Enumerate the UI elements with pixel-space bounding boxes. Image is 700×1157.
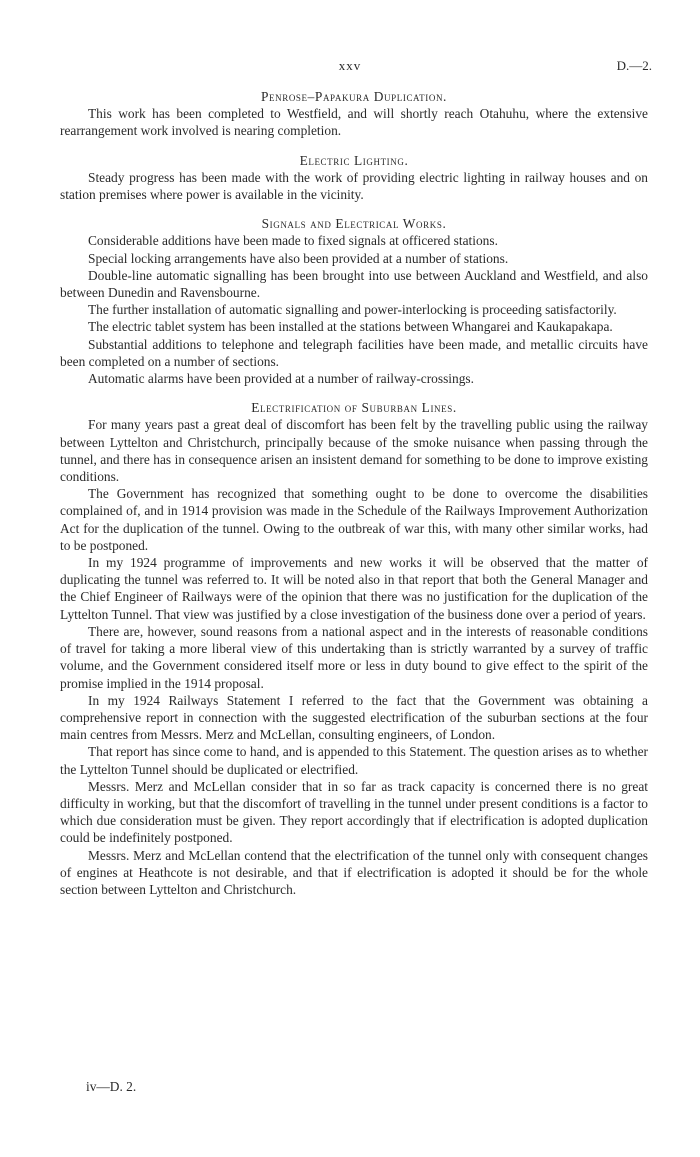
paragraph: Considerable additions have been made to fixed signals at officered stations. [88, 233, 498, 249]
paragraph: There are, however, sound reasons from a national aspect and in the interests of reasonable conditions of travel for taking a more liberal view of this undertaking than is strictly warranted by a survey of traffic volume, and the Government considered itself more or less in duty bound to give effect to the spirit of the promise implied in the 1914 proposal. [60, 623, 648, 691]
paragraph: Messrs. Merz and McLellan consider that in so far as track capacity is concerned there is no great difficulty in working, but that the discomfort of travelling in the tunnel under present conditions is a factor to which due consideration must be given. They report accordingly that if electrification is adopted duplication could be indefinitely postponed. [60, 778, 648, 846]
section-title-penrose-papakura: Penrose–Papakura Duplication. [260, 89, 448, 104]
paragraph: That report has since come to hand, and is appended to this Statement. The question arises as to whether the Lyttelton Tunnel should be duplicated or electrified. [60, 744, 648, 777]
paragraph: Steady progress has been made with the work of providing electric lighting in railway houses and on station premises where power is available in the vicinity. [60, 169, 648, 203]
paragraph: The electric tablet system has been installed at the stations between Whangarei and Kaukapakapa. [88, 319, 613, 335]
document-body [60, 88, 648, 898]
page-header [0, 58, 700, 78]
paragraph: The further installation of automatic signalling and power-interlocking is proceeding satisfactorily. [88, 302, 617, 318]
paragraph: Automatic alarms have been provided at a number of railway-crossings. [88, 371, 474, 387]
section-title-signals: Signals and Electrical Works. [261, 216, 447, 232]
signature-mark: iv—D. 2. [86, 1079, 137, 1094]
paragraph: In my 1924 Railways Statement I referred to the fact that the Government was obtaining a comprehensive report in connection with the suggested electrification of the suburban sections at the four main centres from Messrs. Merz and McLellan, consulting engineers, of London. [60, 692, 648, 743]
paragraph: Double-line automatic signalling has been brought into use between Auckland and Westfield, and also between Dunedin and Ravensbourne. [60, 267, 648, 301]
paragraph: The Government has recognized that something ought to be done to overcome the disabilities complained of, and in 1914 provision was made in the Schedule of the Railways Improvement Authorization Act for the duplication of the tunnel. Owing to the outbreak of war this, with many other similar works, had to be postponed. [60, 486, 648, 553]
paragraph: This work has been completed to Westfield, and will shortly reach Otahuhu, where the extensive rearrangement work involved is nearing completion. [60, 106, 648, 139]
paragraph: Messrs. Merz and McLellan contend that the electrification of the tunnel only with consequent changes of engines at Heathcote is not desirable, and that if electrification is adopted it should be for the whole section between Lyttelton and Christchurch. [60, 847, 648, 897]
section-title-electric-lighting: Electric Lighting. [299, 152, 409, 168]
section-title-electrification: Electrification of Suburban Lines. [251, 400, 457, 416]
paragraph: Special locking arrangements have also been provided at a number of stations. [88, 250, 509, 266]
paragraph: Substantial additions to telephone and telegraph facilities have been made, and metallic circuits have been completed on a number of sections. [60, 336, 648, 369]
document-reference: D.—2. [616, 58, 652, 73]
paragraph: In my 1924 programme of improvements and new works it will be observed that the matter of duplicating the tunnel was referred to. It will be noted also in that report that both the General Manager and the Chief Engineer of Railways were of the opinion that there was no justification for the duplication of the Lyttelton Tunnel. That view was justified by a close investigation of the business done over a period of years. [60, 555, 648, 622]
page-number: xxv [338, 58, 362, 73]
paragraph: For many years past a great deal of discomfort has been felt by the travelling public using the railway between Lyttelton and Christchurch, principally because of the smoke nuisance when passing through the tunnel, and there has in consequence arisen an insistent demand for something to be done to improve existing conditions. [60, 417, 648, 485]
